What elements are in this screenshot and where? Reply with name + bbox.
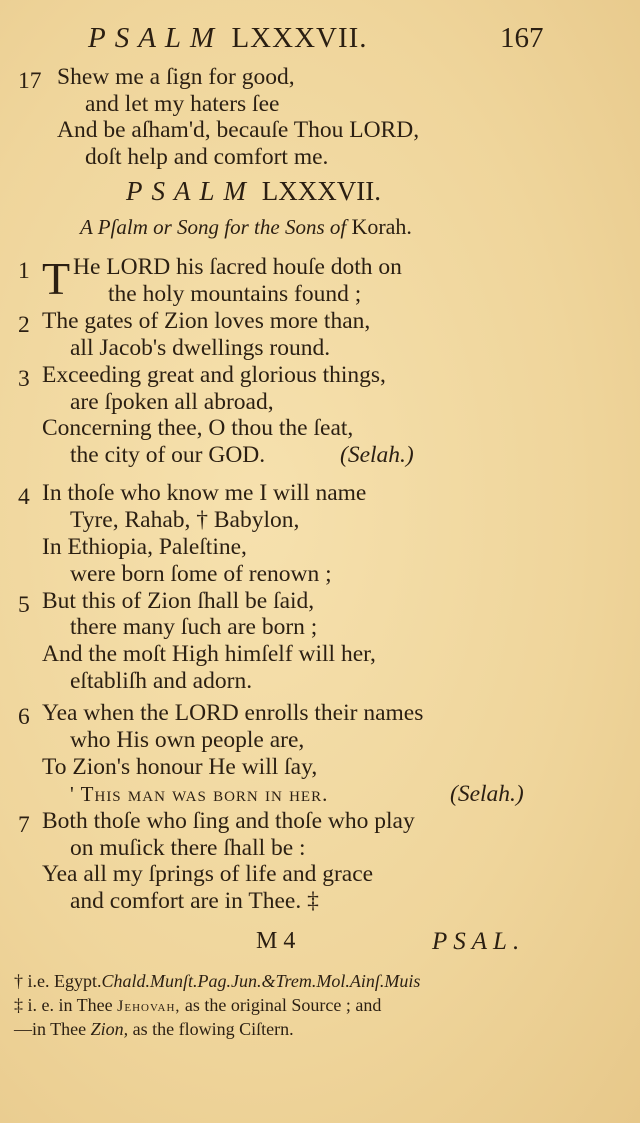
verse-number-7: 7: [18, 812, 30, 838]
verse-line: Tyre, Rahab, † Babylon,: [70, 507, 300, 533]
psalm-heading-number: LXXXVII.: [261, 176, 381, 206]
verse-line: there many ſuch are born ;: [70, 614, 318, 640]
verse-line: and let my haters ſee: [85, 91, 280, 117]
footnote-zion: Zion,: [90, 1019, 129, 1039]
verse-line: Shew me a ſign for good,: [57, 64, 295, 90]
verse-line: And be aſham'd, becauſe Thou LORD,: [57, 117, 420, 143]
verse-line: the holy mountains found ;: [108, 281, 362, 307]
header-psalm-number: LXXXVII.: [231, 22, 368, 54]
footnote-text: i. e. in Thee: [27, 995, 113, 1015]
footnote-text: as the flowing Ciſtern.: [132, 1019, 294, 1039]
footnote-mark: ‡: [14, 995, 23, 1015]
verse-line: are ſpoken all abroad,: [70, 389, 274, 415]
psalm-subtitle: [80, 214, 412, 240]
verse-line: eſtabliſh and adorn.: [70, 668, 253, 694]
footnote-text: —in Thee: [14, 1019, 87, 1039]
verse-line: To Zion's honour He will ſay,: [42, 754, 318, 780]
subtitle-name: Korah.: [351, 214, 412, 239]
footnote-jehovah: Jehovah,: [117, 998, 181, 1015]
verse-line: Both thoſe who ſing and thoſe who play: [42, 808, 415, 834]
verse-line: Exceeding great and glorious things,: [42, 362, 386, 388]
running-header-title: [88, 22, 368, 55]
verse-number-1: 1: [18, 258, 30, 284]
footnote-sources: Chald.Munſt.Pag.Jun.&Trem.Mol.Ainſ.Muis: [101, 971, 421, 991]
selah-label: (Selah.): [450, 781, 524, 807]
verse-line: And the moſt High himſelf will her,: [42, 641, 376, 667]
verse-line: all Jacob's dwellings round.: [70, 335, 331, 361]
verse-line: doſt help and comfort me.: [85, 144, 329, 170]
verse-line: Yea when the LORD enrolls their names: [42, 700, 424, 726]
header-psalm-word: PSALM: [88, 22, 224, 54]
footnote-text: as the original Source ; and: [184, 995, 382, 1015]
verse-line: were born ſome of renown ;: [70, 561, 332, 587]
footnote-dagger: [14, 970, 420, 992]
verse-number-17: 17: [18, 68, 42, 94]
verse-line: In thoſe who know me I will name: [42, 480, 367, 506]
footnote-continuation: [14, 1018, 294, 1040]
verse-line: But this of Zion ſhall be ſaid,: [42, 588, 315, 614]
verse-line: Concerning thee, O thou the ſeat,: [42, 415, 354, 441]
verse-number-2: 2: [18, 312, 30, 338]
footnote-double-dagger: [14, 994, 381, 1018]
verse-line-smallcaps: ' This man was born in her.: [70, 782, 329, 806]
selah-label: (Selah.): [340, 442, 414, 468]
verse-line: He LORD his ſacred houſe doth on: [73, 254, 402, 280]
psalm-heading-word: PSALM: [126, 176, 255, 206]
signature-mark: M 4: [256, 928, 296, 954]
verse-number-4: 4: [18, 484, 30, 510]
verse-number-5: 5: [18, 592, 30, 618]
verse-line: and comfort are in Thee. ‡: [70, 888, 319, 914]
verse-line: Yea all my ſprings of life and grace: [42, 861, 374, 887]
verse-number-3: 3: [18, 366, 30, 392]
verse-line: the city of our GOD.: [70, 442, 266, 468]
verse-line: on muſick there ſhall be :: [70, 835, 306, 861]
page-number: 167: [500, 22, 544, 54]
psalm-heading: [126, 176, 381, 207]
catchword: PSAL.: [432, 928, 526, 955]
drop-cap: T: [42, 253, 71, 304]
footnote-mark: †: [14, 971, 23, 991]
verse-line: In Ethiopia, Paleſtine,: [42, 534, 247, 560]
verse-line: who His own people are,: [70, 727, 305, 753]
subtitle-italic: A Pſalm or Song for the Sons of: [80, 215, 347, 239]
footnote-text: i.e. Egypt.: [27, 971, 102, 991]
verse-line: The gates of Zion loves more than,: [42, 308, 371, 334]
verse-number-6: 6: [18, 704, 30, 730]
